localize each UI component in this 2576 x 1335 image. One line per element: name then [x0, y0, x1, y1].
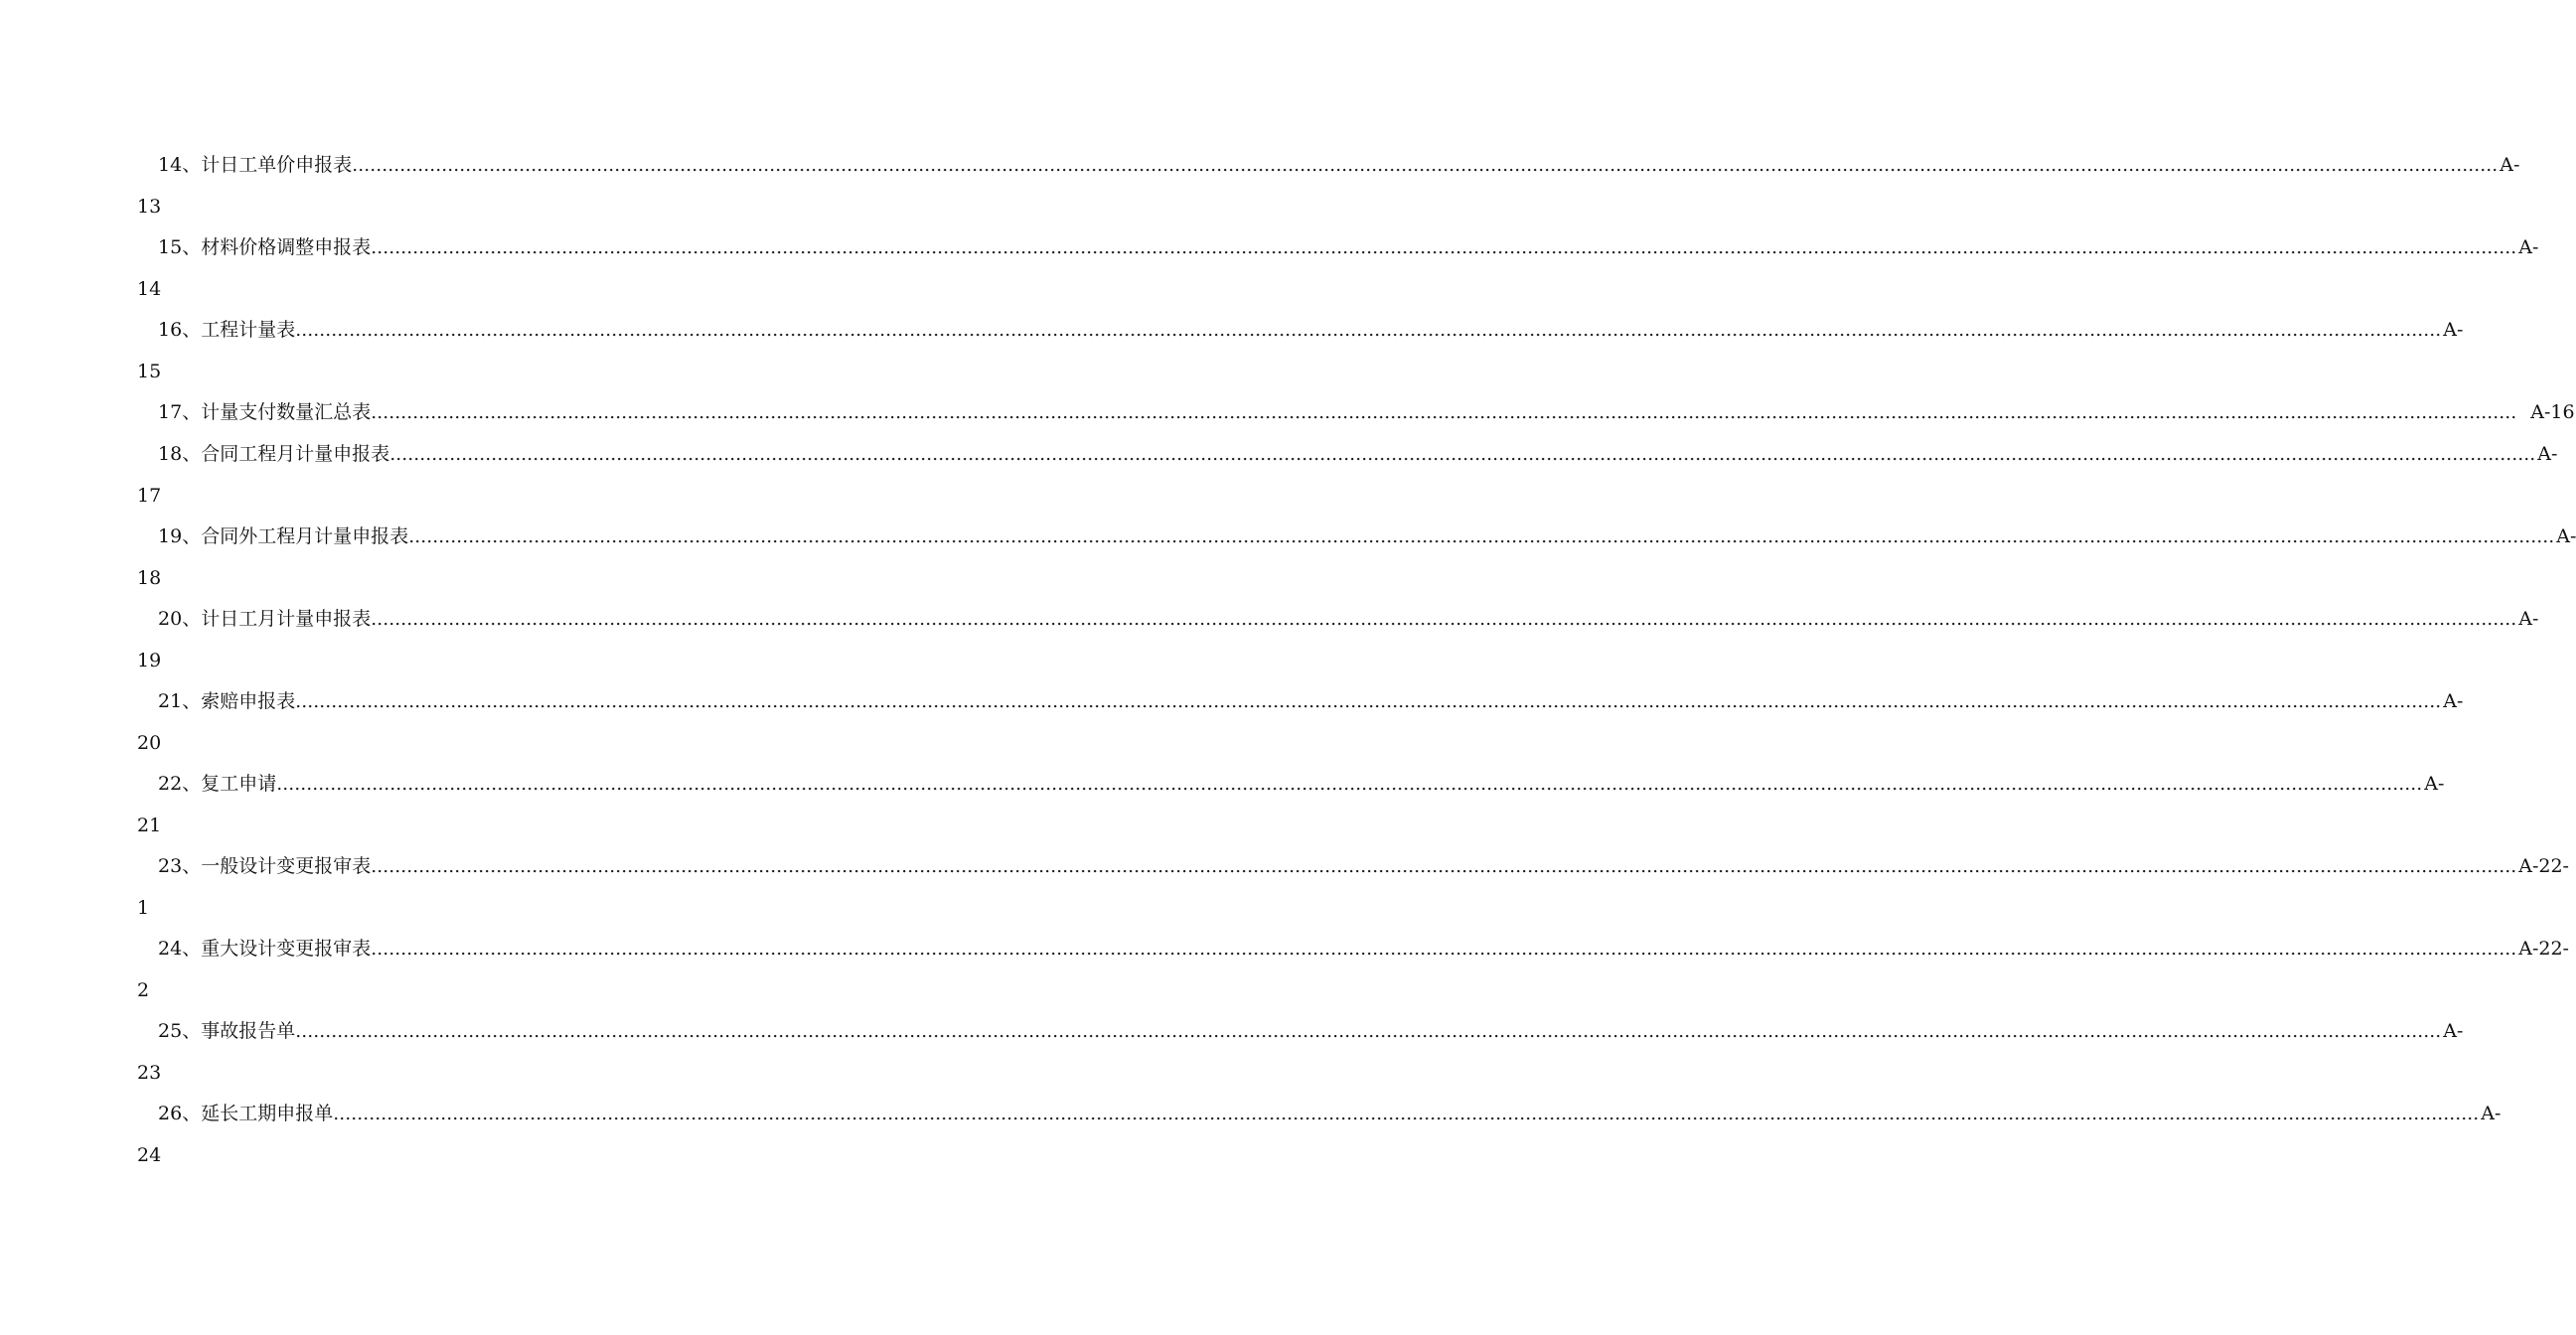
- toc-entry: [158, 935, 2569, 963]
- toc-entry: [158, 316, 2464, 344]
- dot-leader: ………………………………………………………………………………………………………………………………………………………………………………………………………………………………………………………………………………………………………………………………: [371, 856, 2517, 877]
- dot-leader: ………………………………………………………………………………………………………………………………………………………………………………………………………………………………………………………………………………………………………………………………: [408, 526, 2555, 547]
- entry-title: 一般设计变更报审表: [201, 855, 372, 877]
- entry-page: A-: [2556, 525, 2576, 547]
- entry-separator: 、: [182, 938, 202, 960]
- entry-page-continuation: 18: [137, 567, 162, 589]
- entry-page-continuation: 2: [137, 979, 150, 1001]
- entry-title: 延长工期申报单: [201, 1103, 334, 1124]
- entry-title: 事故报告单: [201, 1020, 296, 1042]
- dot-leader: ………………………………………………………………………………………………………………………………………………………………………………………………………………………………………………………………………………………………………………………………: [352, 155, 2499, 176]
- dot-leader: ………………………………………………………………………………………………………………………………………………………………………………………………………………………………………………………………………………………………………………………………: [371, 939, 2517, 960]
- entry-page: A-: [2500, 154, 2520, 176]
- entry-page: A-: [2481, 1103, 2501, 1124]
- entry-number: 15: [158, 236, 183, 258]
- toc-entry: [158, 1017, 2464, 1045]
- entry-separator: 、: [182, 525, 202, 547]
- entry-page: A-22-: [2518, 938, 2569, 960]
- entry-page: A-22-: [2518, 855, 2569, 877]
- dot-leader: ………………………………………………………………………………………………………………………………………………………………………………………………………………………………………………………………………………………………………………………………: [371, 609, 2517, 630]
- entry-page-continuation: 21: [137, 815, 162, 836]
- entry-separator: 、: [182, 773, 202, 795]
- entry-title: 计量支付数量汇总表: [201, 401, 372, 423]
- entry-number: 26: [158, 1103, 183, 1124]
- toc-entry: [158, 151, 2520, 179]
- entry-page: A-: [2443, 1020, 2464, 1042]
- entry-page: A-: [2537, 443, 2558, 465]
- dot-leader: ………………………………………………………………………………………………………………………………………………………………………………………………………………………………………………………………………………………………………………………………: [295, 1021, 2442, 1042]
- dot-leader: ………………………………………………………………………………………………………………………………………………………………………………………………………………………………………………………………………………………………………………………………: [371, 402, 2517, 423]
- entry-page: A-: [2424, 773, 2445, 795]
- entry-page-continuation: 14: [137, 278, 162, 300]
- entry-page-continuation: 20: [137, 732, 162, 754]
- dot-leader: ………………………………………………………………………………………………………………………………………………………………………………………………………………………………………………………………………………………………………………………………: [371, 237, 2517, 258]
- toc-entry: [158, 687, 2464, 715]
- entry-number: 14: [158, 154, 183, 176]
- entry-number: 22: [158, 773, 183, 795]
- toc-entry: [158, 770, 2445, 798]
- entry-separator: 、: [182, 401, 202, 423]
- entry-separator: 、: [182, 1103, 202, 1124]
- entry-number: 20: [158, 608, 183, 630]
- entry-page-continuation: 24: [137, 1144, 162, 1166]
- entry-separator: 、: [182, 608, 202, 630]
- entry-title: 计日工单价申报表: [201, 154, 353, 176]
- entry-separator: 、: [182, 236, 202, 258]
- entry-title: 合同工程月计量申报表: [201, 443, 390, 465]
- toc-entry: [158, 522, 2576, 550]
- toc-entry: [158, 398, 2575, 426]
- entry-number: 19: [158, 525, 183, 547]
- toc-entry: [158, 440, 2558, 468]
- entry-separator: 、: [182, 443, 202, 465]
- entry-title: 计日工月计量申报表: [201, 608, 372, 630]
- entry-number: 17: [158, 401, 183, 423]
- entry-page: A-: [2443, 690, 2464, 712]
- entry-page: A-: [2518, 236, 2539, 258]
- entry-separator: 、: [182, 690, 202, 712]
- entry-page-continuation: 17: [137, 485, 162, 507]
- dot-leader: ………………………………………………………………………………………………………………………………………………………………………………………………………………………………………………………………………………………………………………………………: [389, 444, 2536, 465]
- entry-title: 合同外工程月计量申报表: [201, 525, 409, 547]
- toc-entry: [158, 233, 2539, 261]
- toc-entry: [158, 605, 2539, 633]
- entry-separator: 、: [182, 319, 202, 341]
- entry-page-continuation: 13: [137, 196, 162, 218]
- dot-leader: ………………………………………………………………………………………………………………………………………………………………………………………………………………………………………………………………………………………………………………………………: [276, 774, 2423, 795]
- entry-title: 重大设计变更报审表: [201, 938, 372, 960]
- entry-number: 25: [158, 1020, 183, 1042]
- toc-entry: [158, 852, 2569, 880]
- entry-page-continuation: 23: [137, 1062, 162, 1084]
- dot-leader: ………………………………………………………………………………………………………………………………………………………………………………………………………………………………………………………………………………………………………………………………: [295, 320, 2442, 341]
- entry-number: 24: [158, 938, 183, 960]
- entry-separator: 、: [182, 855, 202, 877]
- entry-number: 16: [158, 319, 183, 341]
- entry-page-continuation: 15: [137, 361, 162, 382]
- dot-leader: ………………………………………………………………………………………………………………………………………………………………………………………………………………………………………………………………………………………………………………………………: [295, 691, 2442, 712]
- entry-page-continuation: 19: [137, 650, 162, 671]
- entry-number: 21: [158, 690, 183, 712]
- entry-title: 工程计量表: [201, 319, 296, 341]
- toc-entry: [158, 1100, 2501, 1127]
- entry-page: A-: [2443, 319, 2464, 341]
- entry-number: 18: [158, 443, 183, 465]
- entry-title: 复工申请: [201, 773, 277, 795]
- entry-page: A-: [2518, 608, 2539, 630]
- entry-title: 材料价格调整申报表: [201, 236, 372, 258]
- entry-number: 23: [158, 855, 183, 877]
- entry-page-continuation: 1: [137, 897, 150, 919]
- entry-title: 索赔申报表: [201, 690, 296, 712]
- entry-separator: 、: [182, 1020, 202, 1042]
- entry-separator: 、: [182, 154, 202, 176]
- dot-leader: ………………………………………………………………………………………………………………………………………………………………………………………………………………………………………………………………………………………………………………………………: [333, 1104, 2480, 1124]
- entry-page: A-16: [2530, 401, 2575, 423]
